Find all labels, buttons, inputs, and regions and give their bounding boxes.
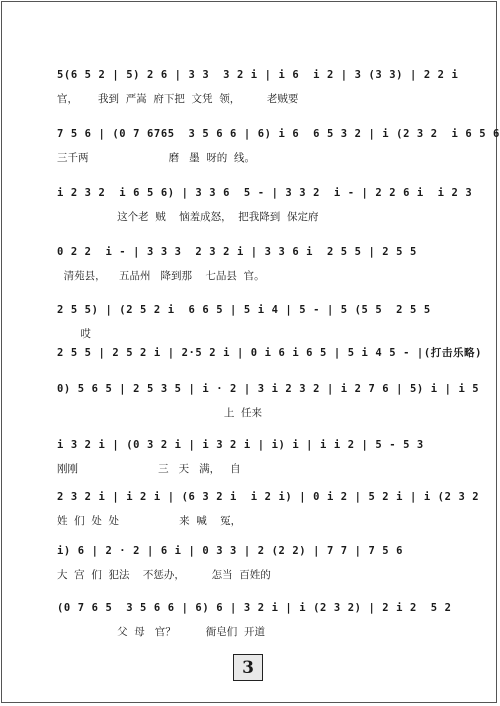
lyric-line: 三千两 磨 墨 呀的 线。 bbox=[57, 152, 255, 164]
notation-line: 2 5 5 | 2 5 2 i | 2·5 2 i | 0 i 6 i 6 5 | 5 i 4 5 - |(打击乐略) bbox=[57, 347, 483, 359]
notation-line: 0) 5 6 5 | 2 5 3 5 | i · 2 | 3 i 2 3 2 | i 2 7 6 | 5) i | i 5 bbox=[57, 383, 480, 395]
notation-line: (0 7 6 5 3 5 6 6 | 6) 6 | 3 2 i | i (2 3 2) | 2 i 2 5 2 bbox=[57, 602, 452, 614]
lyric-line: 上 任来 bbox=[57, 407, 263, 419]
notation-line: i) 6 | 2 · 2 | 6 i | 0 3 3 | 2 (2 2) | 7 7 | 7 5 6 bbox=[57, 545, 404, 557]
notation-line: 0 2 2 i - | 3 3 3 2 3 2 i | 3 3 6 i 2 5 5 | 2 5 5 bbox=[57, 246, 417, 258]
notation-line: 5(6 5 2 | 5) 2 6 | 3 3 3 2 i | i 6 i 2 | 3 (3 3) | 2 2 i bbox=[57, 69, 459, 81]
lyric-line: 大 宫 们 犯法 不惩办， 怎当 百姓的 bbox=[57, 569, 271, 581]
notation-line: i 3 2 i | (0 3 2 i | i 3 2 i | i) i | i i 2 | 5 - 5 3 bbox=[57, 439, 424, 451]
lyric-line: 清苑县， 五品州 降到那 七品县 官。 bbox=[57, 270, 265, 282]
lyric-line: 姓 们 处 处 来 喊 冤， bbox=[57, 515, 242, 527]
notation-line: 2 5 5) | (2 5 2 i 6 6 5 | 5 i 4 | 5 - | 5 (5 5 2 5 5 bbox=[57, 304, 431, 316]
lyric-line: 父 母 官？ 衙皂们 开道 bbox=[57, 626, 265, 638]
page-number-text: 3 bbox=[242, 657, 254, 678]
notation-line: i 2 3 2 i 6 5 6) | 3 3 6 5 - | 3 3 2 i - | 2 2 6 i i 2 3 bbox=[57, 187, 473, 199]
notation-line: 7 5 6 | (0 7 6765 3 5 6 6 | 6) i 6 6 5 3 2 | i (2 3 2 i 6 5 6 bbox=[57, 128, 500, 140]
lyric-line: 哎 bbox=[57, 328, 91, 340]
lyric-line: 这个老 贼 恼羞成怒， 把我降到 保定府 bbox=[57, 211, 319, 223]
notation-line: 2 3 2 i | i 2 i | (6 3 2 i i 2 i) | 0 i 2 | 5 2 i | i (2 3 2 bbox=[57, 491, 480, 503]
page-number bbox=[233, 654, 263, 681]
lyric-line: 官， 我到 严嵩 府下把 文凭 领， 老贼要 bbox=[57, 93, 299, 105]
lyric-line: 刚刚 三 天 满， 自 bbox=[57, 463, 241, 475]
